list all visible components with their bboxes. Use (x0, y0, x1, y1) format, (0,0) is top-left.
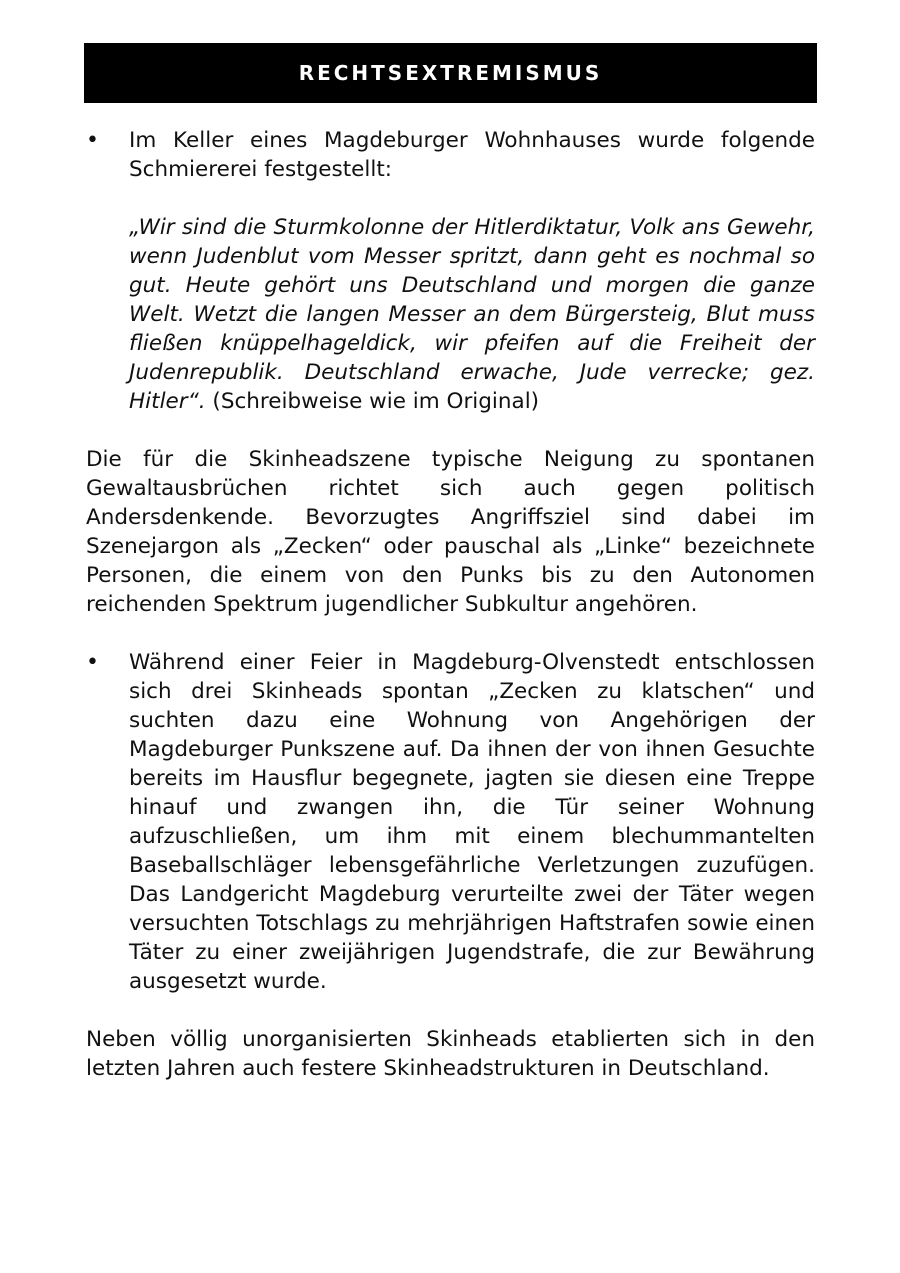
bullet-body (129, 126, 815, 416)
paragraph-skinhead-structures: Neben völlig unorganisierten Skinheads etablierten sich in den letzten Jahren auch festere Skinheadstrukturen in Deutschland. (86, 1027, 815, 1081)
bullet-item-olvenstedt (86, 648, 815, 996)
quote-note: (Schreibweise wie im Original) (205, 389, 540, 414)
paragraph-skinhead-violence: Die für die Skinheadszene typische Neigung zu spontanen Gewaltausbrüchen richtet sich auch gegen politisch Andersdenkende. Bevorzugtes Angriffsziel sind dabei im Szenejargon als „Zecken“ oder pauschal als „Linke“ bezeichnete Personen, die einem von den Punks bis zu den Autonomen reichenden Spektrum jugendlicher Subkultur angehören. (86, 447, 815, 617)
bullet-intro-text: Im Keller eines Magdeburger Wohnhauses wurde folgende Schmiererei festgestellt: (129, 128, 815, 182)
bullet-icon: • (86, 128, 99, 153)
graffiti-quote: „Wir sind die Sturmkolonne der Hitlerdiktatur, Volk ans Gewehr, wenn Judenblut vom Messer spritzt, dann geht es nochmal so gut. Heute gehört uns Deutschland und morgen die ganze Welt. Wetzt die langen Messer an dem Bürgersteig, Blut muss fließen knüppelhageldick, wir pfeifen auf die Freiheit der Judenrepublik. Deutschland erwache, Jude verrecke; gez. Hitler“. (129, 215, 815, 414)
bullet-text: Während einer Feier in Magdeburg-Olvenstedt entschlossen sich drei Skinheads spontan „Zecken zu klatschen“ und suchten dazu eine Wohnung von Angehörigen der Magdeburger Punkszene auf. Da ihnen der von ihnen Gesuchte bereits im Hausflur begegnete, jagten sie diesen eine Treppe hinauf und zwangen ihn, die Tür seiner Wohnung aufzuschließen, um ihm mit einem blechummantelten Baseballschläger lebensgefährliche Verletzungen zuzufügen. Das Landgericht Magdeburg verurteilte zwei der Täter wegen versuchten Totschlags zu mehrjährigen Haftstrafen sowie einen Täter zu einer zweijährigen Jugendstrafe, die zur Bewährung ausgesetzt wurde. (129, 650, 815, 994)
quote-paragraph (129, 213, 815, 416)
section-title: RECHTSEXTREMISMUS (298, 61, 603, 85)
document-body (86, 126, 815, 1083)
section-header-bar (84, 43, 817, 103)
bullet-icon: • (86, 650, 99, 675)
bullet-body (129, 648, 815, 996)
bullet-item-graffiti (86, 126, 815, 416)
